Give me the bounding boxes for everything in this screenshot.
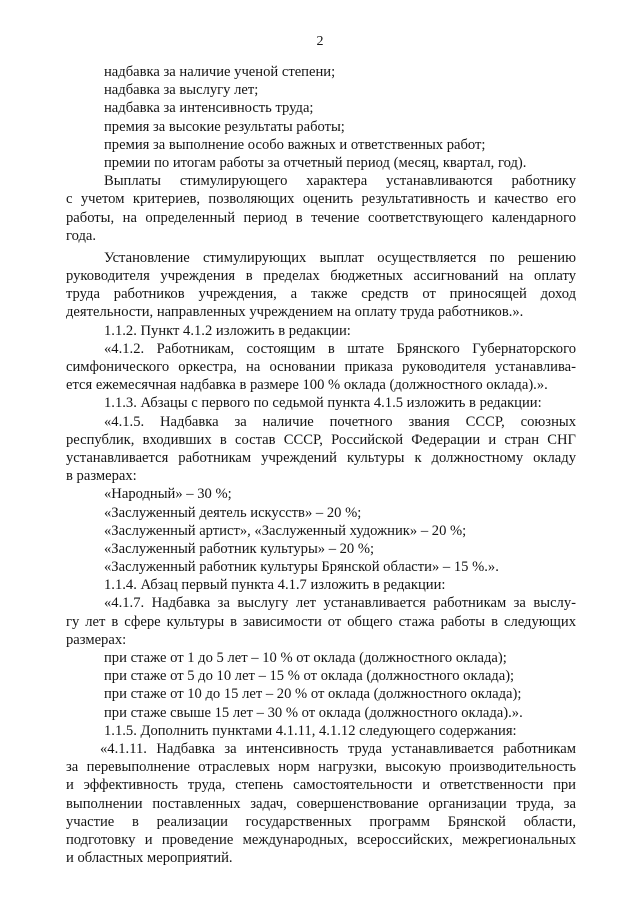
paragraph-establishment [66,249,576,322]
page-number: 2 [316,34,324,49]
paragraph-line: деятельности, направленных учреждением на оплату труда работников.». [66,304,524,321]
list-item: надбавка за выслугу лет; [104,82,259,99]
allowances-list [66,63,576,172]
paragraph-line: года. [66,227,97,244]
quote-line: гу лет в сфере культуры в зависимости от общего стажа работы в следующих [66,613,576,630]
quote-line: в размерах: [66,468,137,485]
quote-line: устанавливается работникам учреждений культуры к должностному окладу [66,449,576,466]
quote-line: подготовку и проведение международных, всероссийских, межрегиональных [66,831,576,848]
list-item: при стаже от 5 до 10 лет – 15 % от оклада (должностного оклада); [104,668,515,685]
item-1-1-4: 1.1.4. Абзац первый пункта 4.1.7 изложить в редакции: [104,577,446,594]
item-1-1-2: 1.1.2. Пункт 4.1.2 изложить в редакции: [104,322,351,339]
list-item: «Заслуженный работник культуры» – 20 %; [104,540,375,557]
quote-line: за перевыполнение отраслевых норм нагрузки, высокую производительность [66,759,576,776]
quote-line: симфонического оркестра, на основании приказа руководителя устанавлива- [66,359,576,375]
paragraph-stimulating-payments [66,172,576,245]
honorary-titles-list [66,485,576,576]
list-item: премия за выполнение особо важных и ответственных работ; [104,136,486,153]
quote-4-1-2 [66,340,576,395]
item-1-1-3: 1.1.3. Абзацы с первого по седьмой пункта 4.1.5 изложить в редакции: [104,395,542,412]
quote-line: размерах: [66,631,127,648]
quote-4-1-5 [66,413,576,486]
list-item: «Заслуженный деятель искусств» – 20 %; [104,504,362,521]
list-item: надбавка за наличие ученой степени; [104,64,336,80]
paragraph-line: руководителя учреждения в пределах бюджетных ассигнований на оплату [66,268,576,285]
paragraph-line: с учетом критериев, позволяющих оценить результативность и качество его [66,191,576,208]
quote-line: ется ежемесячная надбавка в размере 100 % оклада (должностного оклада).». [66,377,548,394]
paragraph-line: Выплаты стимулирующего характера устанавливаются работнику [104,173,576,190]
quote-line: «4.1.5. Надбавка за наличие почетного звания СССР, союзных [104,413,576,430]
document-body [66,63,576,867]
list-item: при стаже от 1 до 5 лет – 10 % от оклада (должностного оклада); [104,650,507,666]
paragraph-line: работы, на определенный период в течение соответствующего календарного [66,209,576,226]
list-item: премии по итогам работы за отчетный период (месяц, квартал, год). [104,154,527,171]
quote-4-1-11 [66,740,576,867]
paragraph-line: труда работников учреждения, а также средств от приносящей доход [66,286,576,303]
item-1-1-5: 1.1.5. Дополнить пунктами 4.1.11, 4.1.12 следующего содержания: [104,722,517,739]
list-item: «Народный» – 30 %; [104,486,232,503]
list-item: при стаже свыше 15 лет – 30 % от оклада (должностного оклада).». [104,704,523,721]
quote-line: и областных мероприятий. [66,850,233,867]
paragraph-line: Установление стимулирующих выплат осуществляется по решению [104,249,576,266]
list-item: «Заслуженный работник культуры Брянской области» – 15 %.». [104,559,499,576]
list-item: при стаже от 10 до 15 лет – 20 % от оклада (должностного оклада); [104,686,522,703]
quote-4-1-7 [66,594,576,649]
quote-line: и эффективность труда, степень самостоятельности и ответственности при [66,777,576,794]
quote-line: выполнении поставленных задач, совершенствование организации труда, за [66,795,576,812]
list-item: премия за высокие результаты работы; [104,118,345,135]
seniority-list [66,649,576,722]
quote-line: участие в реализации государственных программ Брянской области, [66,813,576,830]
quote-line: «4.1.2. Работникам, состоящим в штате Брянского Губернаторского [104,340,576,357]
quote-line: «4.1.11. Надбавка за интенсивность труда устанавливается работникам [100,740,576,757]
quote-line: республик, входивших в состав СССР, Российской Федерации и стран СНГ [66,431,576,448]
list-item: надбавка за интенсивность труда; [104,100,314,117]
list-item: «Заслуженный артист», «Заслуженный художник» – 20 %; [104,522,467,539]
quote-line: «4.1.7. Надбавка за выслугу лет устанавливается работникам за выслу- [104,595,576,612]
